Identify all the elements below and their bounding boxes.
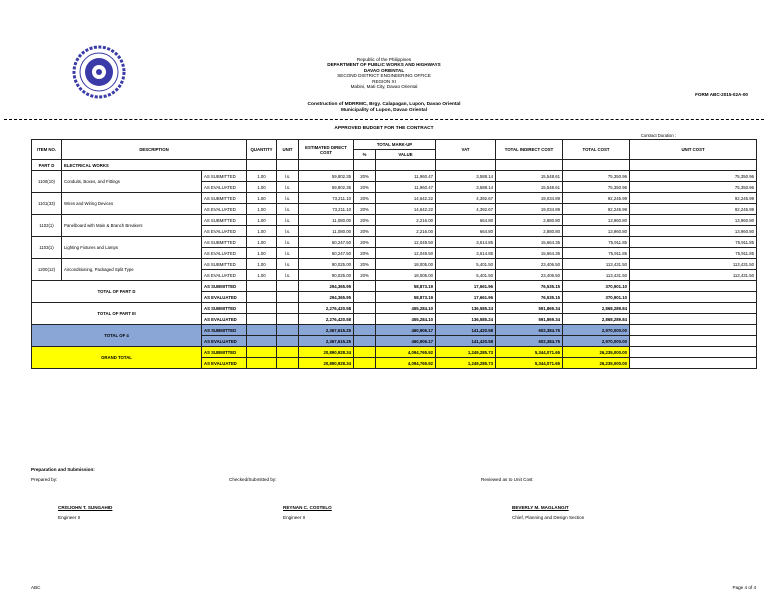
total-status: AS EVALUATED (202, 336, 247, 347)
markup-percent-cell: 20% (354, 215, 376, 226)
total-percent-cell (354, 336, 376, 347)
total-cost-cell: 2,868,289.84 (563, 314, 630, 325)
project-title: Construction of MDRRMC, Brgy. Calapagan, Lupon, Davao Oriental (307, 102, 461, 107)
total-status: AS SUBMITTED (202, 347, 247, 358)
markup-percent-cell: 20% (354, 171, 376, 182)
row-status: AS SUBMITTED (202, 193, 247, 204)
total-markup-cell: 4,094,765.92 (376, 358, 436, 369)
estimated-direct-cost-cell: 90,025.00 (299, 259, 354, 270)
total-quantity-cell (247, 314, 277, 325)
markup-value-cell: 11,960.47 (376, 171, 436, 182)
signatory-3-name: BEVERLY M. MAGLANGIT (512, 505, 569, 510)
total-cost-cell: 2,970,000.00 (563, 336, 630, 347)
total-vat-cell: 17,661.96 (436, 281, 496, 292)
markup-value-cell: 18,005.00 (376, 270, 436, 281)
quantity-cell: 1.00 (247, 248, 277, 259)
total-vat-cell: 136,585.24 (436, 303, 496, 314)
total-direct-cost-cell: 2,276,420.58 (299, 314, 354, 325)
total-cost-cell: 75,350.96 (563, 171, 630, 182)
estimated-direct-cost-cell: 59,802.35 (299, 171, 354, 182)
unit-cell: l.s. (277, 193, 299, 204)
total-direct-cost-cell: 294,365.95 (299, 292, 354, 303)
markup-percent-cell: 20% (354, 204, 376, 215)
markup-value-cell: 2,216.00 (376, 215, 436, 226)
header-divider (4, 119, 764, 120)
total-percent-cell (354, 303, 376, 314)
total-unit-cell (277, 281, 299, 292)
total-status: AS SUBMITTED (202, 303, 247, 314)
total-percent-cell (354, 347, 376, 358)
total-cost-cell: 113,431.50 (563, 270, 630, 281)
col-description: DESCRIPTION (62, 140, 247, 160)
total-status: AS EVALUATED (202, 358, 247, 369)
markup-percent-cell: 20% (354, 270, 376, 281)
item-description: Airconditioning, Packaged Split Type (62, 259, 202, 281)
unit-cell: l.s. (277, 171, 299, 182)
total-cost-cell: 13,960.80 (563, 226, 630, 237)
part-name: ELECTRICAL WORKS (62, 160, 247, 171)
estimated-direct-cost-cell: 73,211.10 (299, 204, 354, 215)
col-vat: VAT (436, 140, 496, 160)
total-unit-cost-cell (630, 325, 757, 336)
total-indirect-cell: 5,344,071.65 (496, 358, 563, 369)
markup-percent-cell: 20% (354, 182, 376, 193)
total-cost-cell: 75,911.85 (563, 237, 630, 248)
markup-percent-cell: 20% (354, 248, 376, 259)
total-markup-cell: 460,906.17 (376, 336, 436, 347)
header-address: Mabini, Mati City, Davao Oriental (350, 84, 418, 90)
total-indirect-cell: 602,384.75 (496, 325, 563, 336)
total-direct-cost-cell: 20,890,928.34 (299, 347, 354, 358)
total-cost-cell: 75,350.96 (563, 182, 630, 193)
quantity-cell: 1.00 (247, 270, 277, 281)
total-vat-cell: 1,249,285.73 (436, 358, 496, 369)
total-vat-cell: 1,249,285.73 (436, 347, 496, 358)
total-vat-cell: 141,420.58 (436, 336, 496, 347)
total-indirect-cost-cell: 2,880.80 (496, 226, 563, 237)
total-indirect-cost-cell: 15,664.35 (496, 237, 563, 248)
quantity-cell: 1.00 (247, 182, 277, 193)
total-status: AS SUBMITTED (202, 281, 247, 292)
total-unit-cost-cell (630, 303, 757, 314)
signatory-1-title: Engineer II (58, 515, 81, 520)
total-status: AS EVALUATED (202, 314, 247, 325)
project-location: Municipality of Lupon, Davao Oriental (340, 107, 428, 113)
table-row (32, 171, 757, 182)
checked-by-label: Checked/Submitted by: (229, 477, 277, 482)
footer-code: ABC (31, 585, 41, 590)
markup-value-cell: 18,005.00 (376, 259, 436, 270)
total-markup-cell: 455,284.10 (376, 303, 436, 314)
preparation-title: Preparation and Submission: (31, 467, 95, 472)
total-cost-cell: 26,235,000.00 (563, 358, 630, 369)
total-quantity-cell (247, 336, 277, 347)
page-number: Page 4 of 4 (732, 585, 756, 590)
signatory-3-title: Chief, Planning and Design Section (512, 515, 585, 520)
unit-cost-cell: 113,431.50 (630, 259, 757, 270)
header-republic: Republic of the Philippines (356, 57, 412, 62)
total-cost-cell: 26,235,000.00 (563, 347, 630, 358)
col-quantity: QUANTITY (247, 140, 277, 160)
total-label: TOTAL OF PART D (32, 281, 202, 303)
col-markup-percent: % (354, 150, 376, 160)
markup-percent-cell: 20% (354, 237, 376, 248)
total-indirect-cell: 5,344,071.65 (496, 347, 563, 358)
unit-cell: l.s. (277, 248, 299, 259)
unit-cell: l.s. (277, 237, 299, 248)
vat-cell: 3,614.85 (436, 248, 496, 259)
total-direct-cost-cell: 20,890,928.34 (299, 358, 354, 369)
total-row (32, 347, 757, 358)
vat-cell: 3,614.85 (436, 237, 496, 248)
reviewed-label: Reviewed as to Unit Cost (481, 477, 533, 482)
total-unit-cost-cell (630, 358, 757, 369)
estimated-direct-cost-cell: 11,080.00 (299, 215, 354, 226)
total-quantity-cell (247, 281, 277, 292)
item-description: Conduits, Boxes, and Fittings (62, 171, 202, 193)
total-indirect-cost-cell: 15,548.61 (496, 182, 563, 193)
prepared-by-label: Prepared by: (31, 477, 58, 482)
total-quantity-cell (247, 347, 277, 358)
row-status: AS SUBMITTED (202, 171, 247, 182)
header-department: DEPARTMENT OF PUBLIC WORKS AND HIGHWAYS (327, 62, 441, 68)
markup-value-cell: 14,642.22 (376, 193, 436, 204)
total-direct-cost-cell: 294,365.95 (299, 281, 354, 292)
total-unit-cell (277, 303, 299, 314)
unit-cost-cell: 13,960.80 (630, 215, 757, 226)
table-body (32, 160, 757, 369)
total-unit-cost-cell (630, 281, 757, 292)
total-cost-cell: 370,901.10 (563, 292, 630, 303)
vat-cell: 5,401.50 (436, 259, 496, 270)
total-vat-cell: 141,420.58 (436, 325, 496, 336)
col-unit: UNIT (277, 140, 299, 160)
item-description: Wires and Wiring Devices (62, 193, 202, 215)
row-status: AS EVALUATED (202, 226, 247, 237)
total-status: AS EVALUATED (202, 292, 247, 303)
table-row (32, 259, 757, 270)
markup-percent-cell: 20% (354, 193, 376, 204)
row-status: AS EVALUATED (202, 182, 247, 193)
total-indirect-cost-cell: 15,664.35 (496, 248, 563, 259)
signatory-2-title: Engineer II (283, 515, 306, 520)
vat-cell: 5,401.50 (436, 270, 496, 281)
vat-cell: 4,392.67 (436, 204, 496, 215)
total-cost-cell: 92,245.99 (563, 193, 630, 204)
header-province: DAVAO ORIENTAL (363, 67, 405, 73)
vat-cell: 3,588.14 (436, 182, 496, 193)
col-total-markup: TOTAL MARK-UP (354, 140, 436, 150)
total-unit-cell (277, 336, 299, 347)
unit-cost-cell: 75,350.96 (630, 171, 757, 182)
total-percent-cell (354, 292, 376, 303)
row-status: AS SUBMITTED (202, 215, 247, 226)
markup-value-cell: 14,642.22 (376, 204, 436, 215)
unit-cost-cell: 75,350.96 (630, 182, 757, 193)
item-number: 1103(1) (32, 237, 62, 259)
part-row (32, 160, 757, 171)
markup-value-cell: 12,049.50 (376, 248, 436, 259)
total-label: GRAND TOTAL (32, 347, 202, 369)
total-indirect-cell: 76,535.15 (496, 281, 563, 292)
total-markup-cell: 58,873.19 (376, 292, 436, 303)
signatory-2-name: REYNAN C. COSTELO (283, 505, 332, 510)
total-percent-cell (354, 325, 376, 336)
unit-cell: l.s. (277, 226, 299, 237)
item-number: 1102(1) (32, 215, 62, 237)
unit-cell: l.s. (277, 215, 299, 226)
estimated-direct-cost-cell: 59,802.35 (299, 182, 354, 193)
unit-cell: l.s. (277, 182, 299, 193)
total-direct-cost-cell: 2,367,615.25 (299, 325, 354, 336)
total-quantity-cell (247, 325, 277, 336)
total-markup-cell: 4,094,765.92 (376, 347, 436, 358)
total-label: TOTAL OF 4 (32, 325, 202, 347)
item-number: 1200(12) (32, 259, 62, 281)
total-indirect-cost-cell: 19,034.89 (496, 193, 563, 204)
item-description: Lighting Fixtures and Lamps (62, 237, 202, 259)
total-row (32, 281, 757, 292)
total-unit-cost-cell (630, 292, 757, 303)
total-status: AS SUBMITTED (202, 325, 247, 336)
total-direct-cost-cell: 2,276,420.58 (299, 303, 354, 314)
vat-cell: 664.80 (436, 226, 496, 237)
total-cost-cell: 13,960.80 (563, 215, 630, 226)
total-quantity-cell (247, 303, 277, 314)
total-vat-cell: 17,661.96 (436, 292, 496, 303)
col-total-indirect-cost: TOTAL INDIRECT COST (496, 140, 563, 160)
col-unit-cost: UNIT COST (630, 140, 757, 160)
unit-cell: l.s. (277, 270, 299, 281)
part-code: PART D (32, 160, 62, 171)
total-row (32, 325, 757, 336)
total-row (32, 303, 757, 314)
header-region: REGION XI (372, 78, 396, 84)
total-indirect-cost-cell: 23,406.50 (496, 270, 563, 281)
estimated-direct-cost-cell: 11,080.00 (299, 226, 354, 237)
contract-duration-label: Contract Duration : (640, 133, 676, 138)
total-unit-cost-cell (630, 314, 757, 325)
quantity-cell: 1.00 (247, 259, 277, 270)
total-unit-cell (277, 292, 299, 303)
total-percent-cell (354, 314, 376, 325)
total-unit-cell (277, 358, 299, 369)
quantity-cell: 1.00 (247, 215, 277, 226)
unit-cost-cell: 75,911.85 (630, 248, 757, 259)
unit-cell: l.s. (277, 204, 299, 215)
col-estimated-direct-cost: ESTIMATED DIRECT COST (299, 140, 354, 160)
total-label: TOTAL OF PART III (32, 303, 202, 325)
abc-table (31, 139, 757, 369)
unit-cost-cell: 92,245.99 (630, 204, 757, 215)
unit-cell: l.s. (277, 259, 299, 270)
total-quantity-cell (247, 358, 277, 369)
total-indirect-cost-cell: 15,548.61 (496, 171, 563, 182)
item-number: 1101(33) (32, 193, 62, 215)
estimated-direct-cost-cell: 90,025.00 (299, 270, 354, 281)
total-indirect-cell: 602,384.75 (496, 336, 563, 347)
quantity-cell: 1.00 (247, 193, 277, 204)
document-title: APPROVED BUDGET FOR THE CONTRACT (334, 126, 434, 131)
total-vat-cell: 136,585.24 (436, 314, 496, 325)
total-percent-cell (354, 281, 376, 292)
signatory-1-name: CRISJOHN T. SUNGAHID (58, 505, 113, 510)
total-unit-cost-cell (630, 336, 757, 347)
total-markup-cell: 460,906.17 (376, 325, 436, 336)
total-unit-cell (277, 347, 299, 358)
vat-cell: 4,392.67 (436, 193, 496, 204)
col-markup-value: VALUE (376, 150, 436, 160)
total-direct-cost-cell: 2,367,615.25 (299, 336, 354, 347)
total-cost-cell: 2,970,000.00 (563, 325, 630, 336)
estimated-direct-cost-cell: 73,211.10 (299, 193, 354, 204)
estimated-direct-cost-cell: 60,247.50 (299, 248, 354, 259)
form-number: FORM ABC-2015-02A-00 (695, 92, 748, 97)
total-unit-cell (277, 325, 299, 336)
total-cost-cell: 2,868,289.84 (563, 303, 630, 314)
row-status: AS SUBMITTED (202, 259, 247, 270)
row-status: AS EVALUATED (202, 204, 247, 215)
quantity-cell: 1.00 (247, 237, 277, 248)
row-status: AS EVALUATED (202, 248, 247, 259)
unit-cost-cell: 13,960.80 (630, 226, 757, 237)
total-indirect-cell: 591,869.34 (496, 303, 563, 314)
total-cost-cell: 113,431.50 (563, 259, 630, 270)
table-row (32, 215, 757, 226)
markup-percent-cell: 20% (354, 259, 376, 270)
item-number: 1100(10) (32, 171, 62, 193)
total-quantity-cell (247, 292, 277, 303)
col-item-no: ITEM NO. (32, 140, 62, 160)
vat-cell: 664.80 (436, 215, 496, 226)
total-cost-cell: 370,901.10 (563, 281, 630, 292)
row-status: AS EVALUATED (202, 270, 247, 281)
estimated-direct-cost-cell: 60,247.50 (299, 237, 354, 248)
table-row (32, 193, 757, 204)
markup-percent-cell: 20% (354, 226, 376, 237)
total-markup-cell: 58,873.19 (376, 281, 436, 292)
total-markup-cell: 455,284.10 (376, 314, 436, 325)
vat-cell: 3,588.14 (436, 171, 496, 182)
quantity-cell: 1.00 (247, 204, 277, 215)
total-indirect-cell: 76,535.15 (496, 292, 563, 303)
quantity-cell: 1.00 (247, 226, 277, 237)
total-cost-cell: 75,911.85 (563, 248, 630, 259)
header-office: SECOND DISTRICT ENGINEERING OFFICE (337, 73, 431, 79)
total-indirect-cost-cell: 23,406.50 (496, 259, 563, 270)
total-unit-cost-cell (630, 347, 757, 358)
unit-cost-cell: 75,911.85 (630, 237, 757, 248)
total-percent-cell (354, 358, 376, 369)
total-indirect-cost-cell: 19,034.89 (496, 204, 563, 215)
row-status: AS SUBMITTED (202, 237, 247, 248)
markup-value-cell: 11,960.47 (376, 182, 436, 193)
markup-value-cell: 2,216.00 (376, 226, 436, 237)
unit-cost-cell: 113,431.50 (630, 270, 757, 281)
item-description: Panelboard with Main & Branch Breakers (62, 215, 202, 237)
unit-cost-cell: 92,245.99 (630, 193, 757, 204)
quantity-cell: 1.00 (247, 171, 277, 182)
total-unit-cell (277, 314, 299, 325)
total-indirect-cost-cell: 2,880.80 (496, 215, 563, 226)
table-row (32, 237, 757, 248)
col-total-cost: TOTAL COST (563, 140, 630, 160)
markup-value-cell: 12,049.50 (376, 237, 436, 248)
total-indirect-cell: 591,869.34 (496, 314, 563, 325)
total-cost-cell: 92,245.99 (563, 204, 630, 215)
